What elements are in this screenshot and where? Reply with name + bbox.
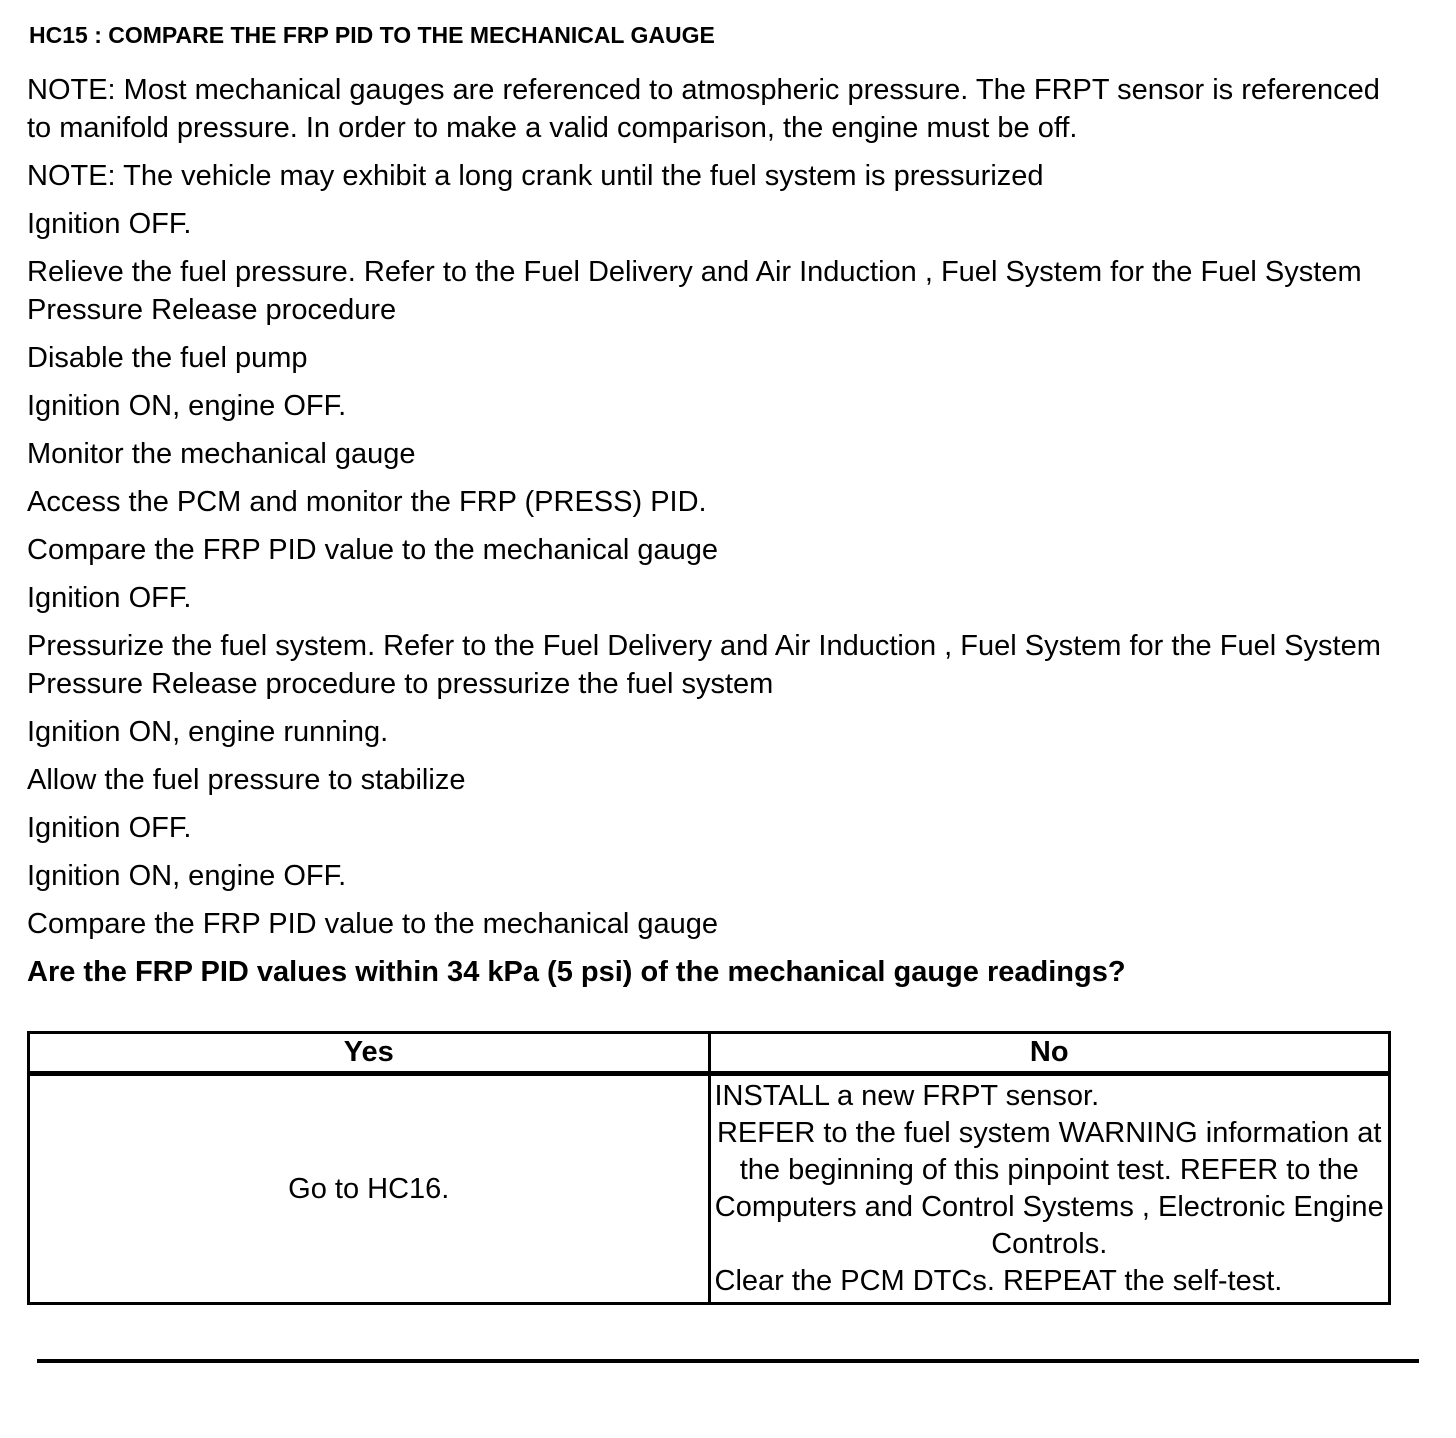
procedure-step: Disable the fuel pump (27, 342, 308, 374)
no-action-cell (709, 1074, 1390, 1304)
procedure-step: Compare the FRP PID value to the mechanical gauge (27, 908, 719, 940)
decision-table (27, 1031, 1391, 1305)
procedure-step: Ignition OFF. (27, 582, 192, 614)
decision-table-body-row (29, 1074, 1390, 1304)
note-paragraph: NOTE: The vehicle may exhibit a long crank until the fuel system is pressurized (27, 160, 1044, 192)
procedure-step: Relieve the fuel pressure. Refer to the Fuel Delivery and Air Induction , Fuel System for the Fuel System Pressure Release procedure (27, 256, 1362, 326)
no-action-line: INSTALL a new FRPT sensor. (714, 1080, 1100, 1112)
no-action-line: REFER to the fuel system WARNING information at the beginning of this pinpoint test. REFER to the Computers and Control Systems , Electronic Engine Controls. (714, 1117, 1384, 1260)
no-action-line: Clear the PCM DTCs. REPEAT the self-test. (714, 1265, 1283, 1297)
procedure-step: Compare the FRP PID value to the mechanical gauge (27, 534, 719, 566)
decision-question: Are the FRP PID values within 34 kPa (5 psi) of the mechanical gauge readings? (27, 956, 1126, 988)
procedure-step: Pressurize the fuel system. Refer to the Fuel Delivery and Air Induction , Fuel System for the Fuel System Pressure Release procedure to pressurize the fuel system (27, 630, 1381, 700)
procedure-step: Access the PCM and monitor the FRP (PRESS) PID. (27, 486, 707, 518)
bottom-divider (37, 1359, 1419, 1363)
decision-table-header-row (29, 1033, 1390, 1074)
procedure-step: Ignition ON, engine running. (27, 716, 389, 748)
procedure-step: Monitor the mechanical gauge (27, 438, 416, 470)
procedure-step: Ignition ON, engine OFF. (27, 860, 347, 892)
no-column-header: No (709, 1033, 1390, 1074)
note-paragraph: NOTE: Most mechanical gauges are referenced to atmospheric pressure. The FRPT sensor is referenced to manifold pressure. In order to make a valid comparison, the engine must be off. (27, 74, 1380, 144)
page-title: HC15 : COMPARE THE FRP PID TO THE MECHANICAL GAUGE (29, 22, 715, 48)
yes-action-cell: Go to HC16. (29, 1074, 710, 1304)
yes-column-header: Yes (29, 1033, 710, 1074)
procedure-step: Allow the fuel pressure to stabilize (27, 764, 466, 796)
procedure-step: Ignition ON, engine OFF. (27, 390, 347, 422)
procedure-step: Ignition OFF. (27, 208, 192, 240)
procedure-step: Ignition OFF. (27, 812, 192, 844)
